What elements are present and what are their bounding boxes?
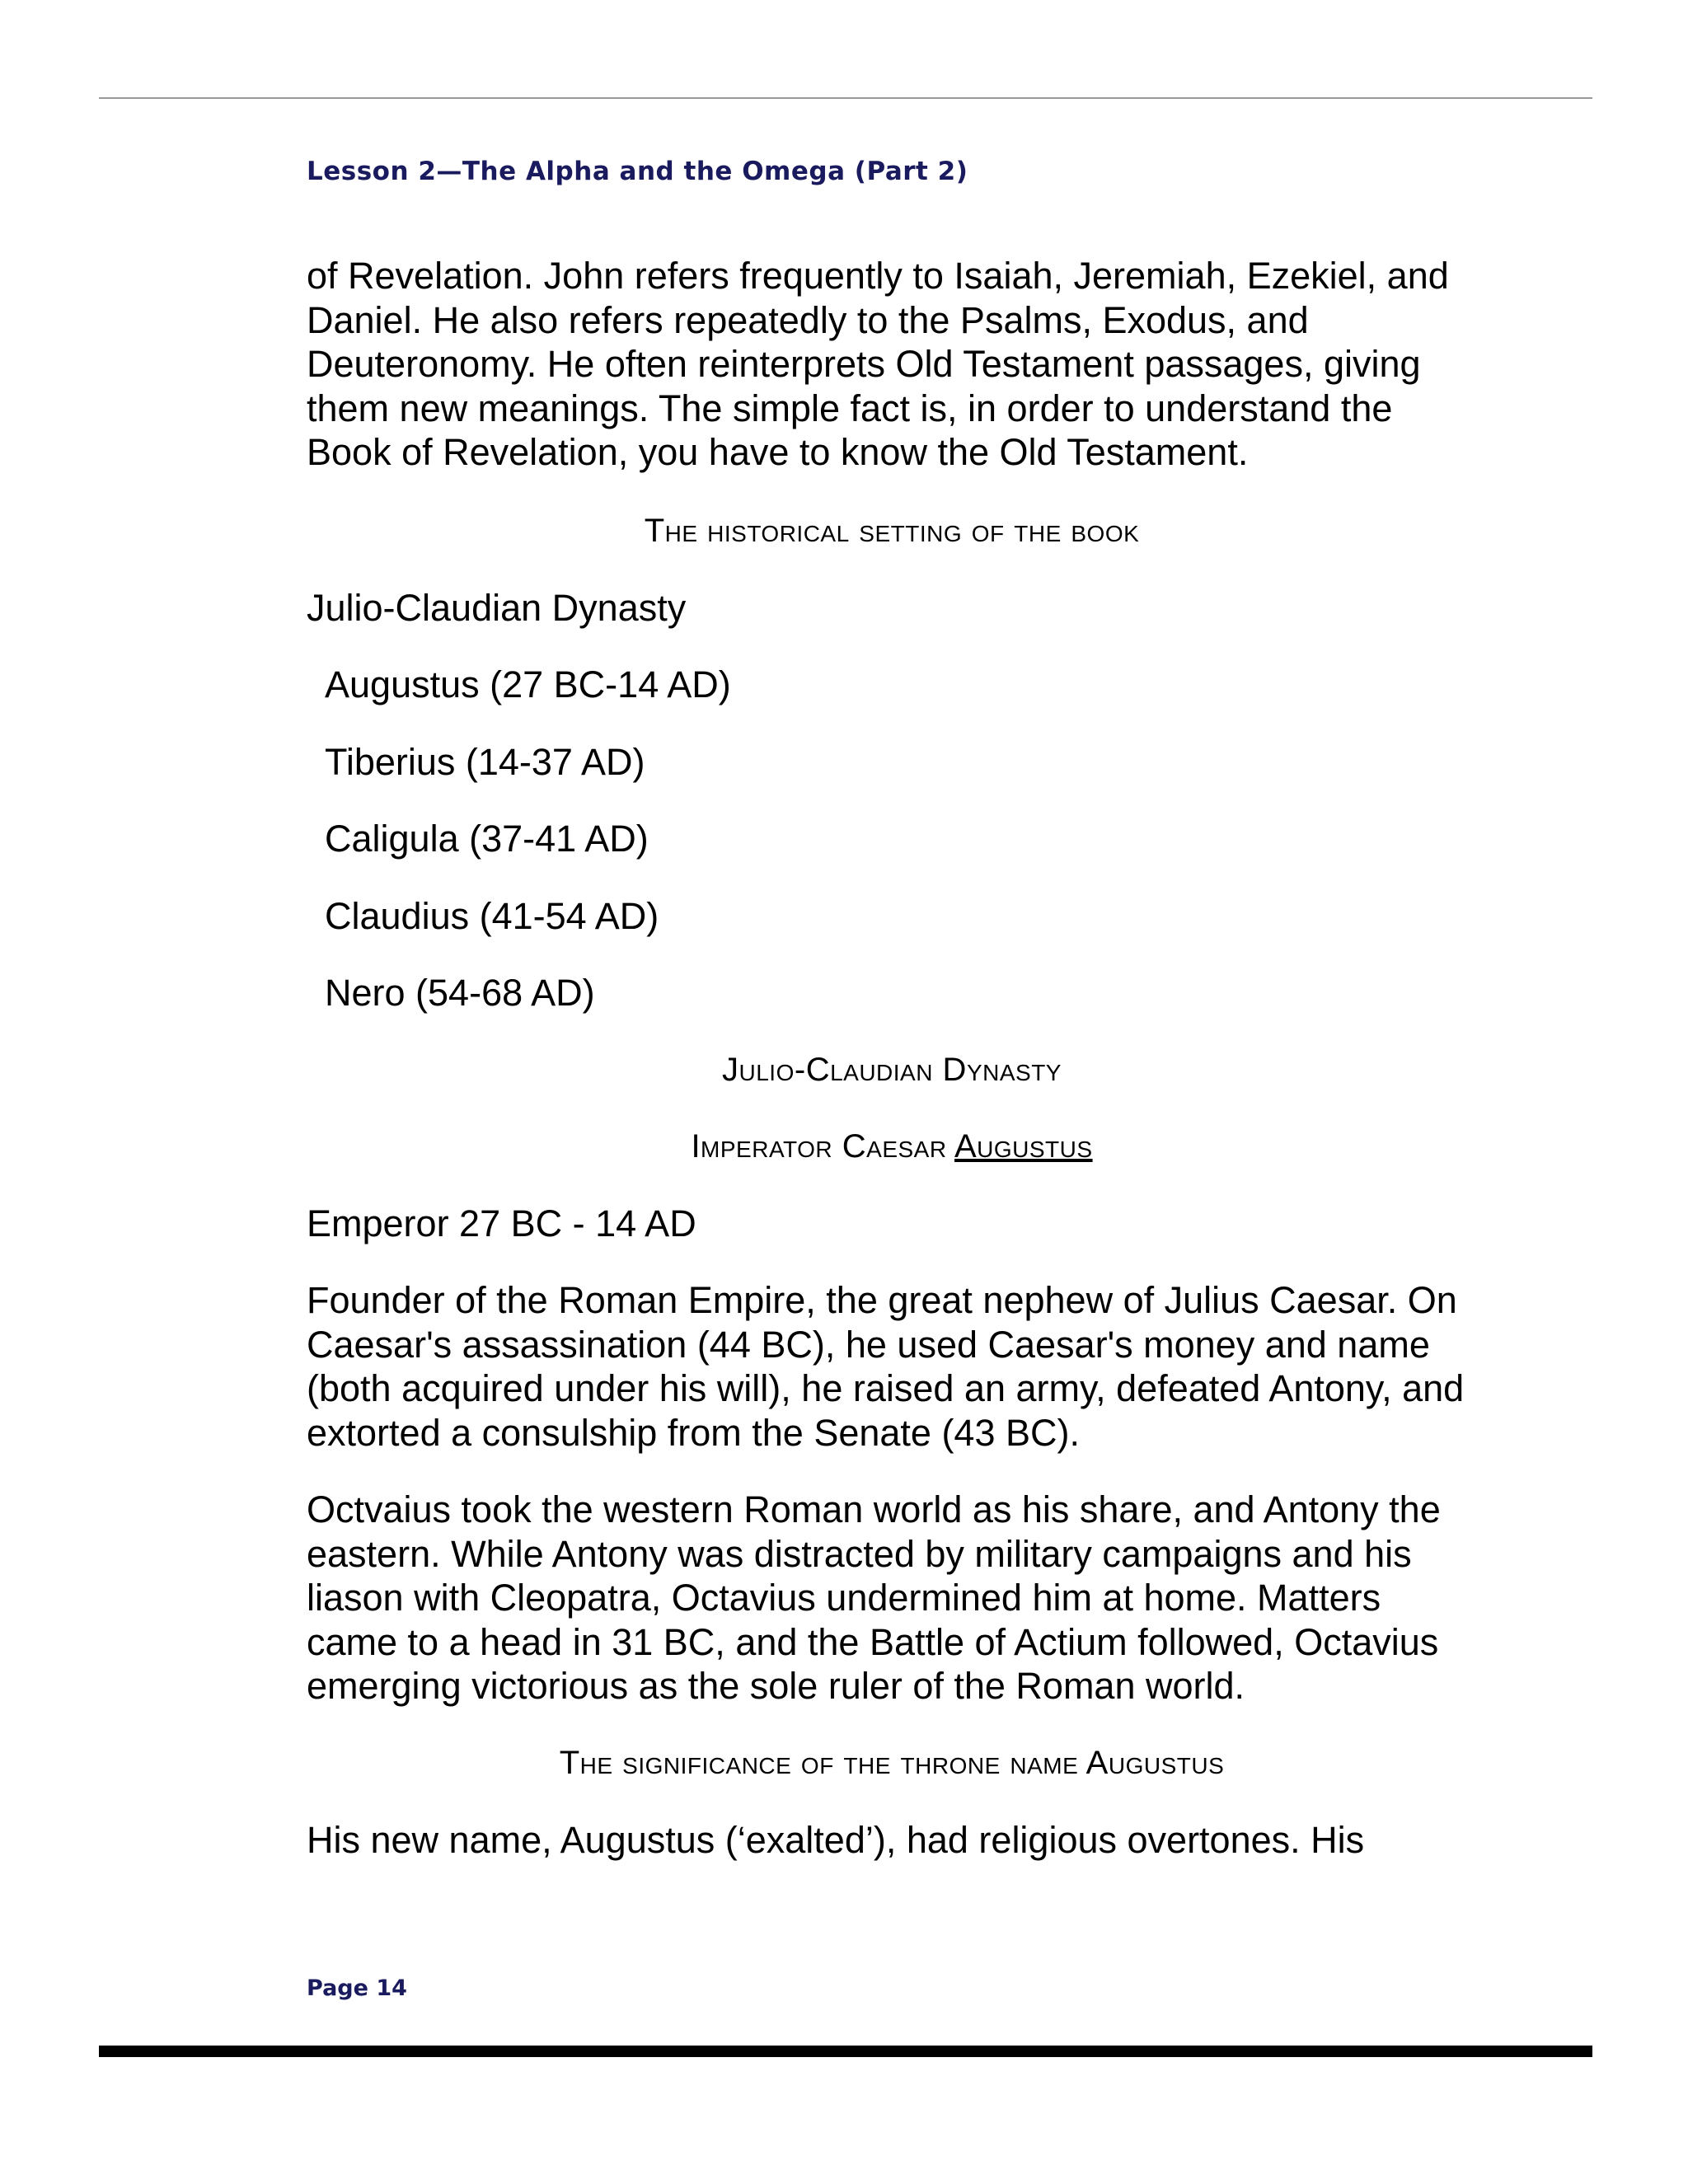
emperor-dates: Emperor 27 BC - 14 AD — [307, 1202, 696, 1244]
emperor-list-item: Augustus (27 BC-14 AD) — [325, 663, 731, 705]
emperor-list-item: Tiberius (14-37 AD) — [325, 740, 645, 783]
page-number: Page 14 — [307, 1975, 407, 2001]
founder-paragraph: Founder of the Roman Empire, the great nephew of Julius Caesar. On Caesar's assassination (44 BC), he used Caesar's money and name (both acquired under his will), he raised an army, defeated Antony, and extorted a consulship from the Senate (43 BC). — [307, 1279, 1465, 1454]
heading-imperator-caesar-augustus — [307, 1125, 1477, 1169]
heading-augustus-prefix: Imperator Caesar — [691, 1127, 954, 1165]
intro-paragraph: of Revelation. John refers frequently to Isaiah, Jeremiah, Ezekiel, and Daniel. He also refers repeatedly to the Psalms, Exodus, and Deuteronomy. He often reinterprets Old Testament passages, giving them new meanings. The simple fact is, in order to understand the Book of Revelation, you have to know the Old Testament. — [307, 255, 1449, 473]
dynasty-list-title: Julio-Claudian Dynasty — [307, 586, 687, 629]
name-paragraph: His new name, Augustus (‘exalted’), had religious overtones. His — [307, 1818, 1365, 1861]
heading-throne-name-significance: The significance of the throne name Augustus — [559, 1744, 1225, 1781]
octavius-paragraph: Octvaius took the western Roman world as his share, and Antony the eastern. While Antony was distracted by military campaigns and his liason with Cleopatra, Octavius undermined him at home. Matters came to a head in 31 BC, and the Battle of Actium followed, Octavius emerging victorious as the sole ruler of the Roman world. — [307, 1488, 1441, 1707]
lesson-header-title: Lesson 2—The Alpha and the Omega (Part 2) — [307, 157, 968, 186]
page-content — [307, 254, 1477, 1862]
emperor-list-item: Caligula (37-41 AD) — [325, 818, 649, 860]
emperor-list-item: Nero (54-68 AD) — [325, 972, 595, 1014]
bottom-divider — [99, 2046, 1592, 2057]
emperor-list-item: Claudius (41-54 AD) — [325, 894, 659, 937]
heading-julio-claudian-dynasty: Julio-Claudian Dynasty — [722, 1051, 1062, 1088]
heading-historical-setting: The historical setting of the book — [644, 512, 1140, 549]
heading-augustus-name: Augustus — [954, 1127, 1093, 1165]
top-divider — [99, 97, 1592, 99]
